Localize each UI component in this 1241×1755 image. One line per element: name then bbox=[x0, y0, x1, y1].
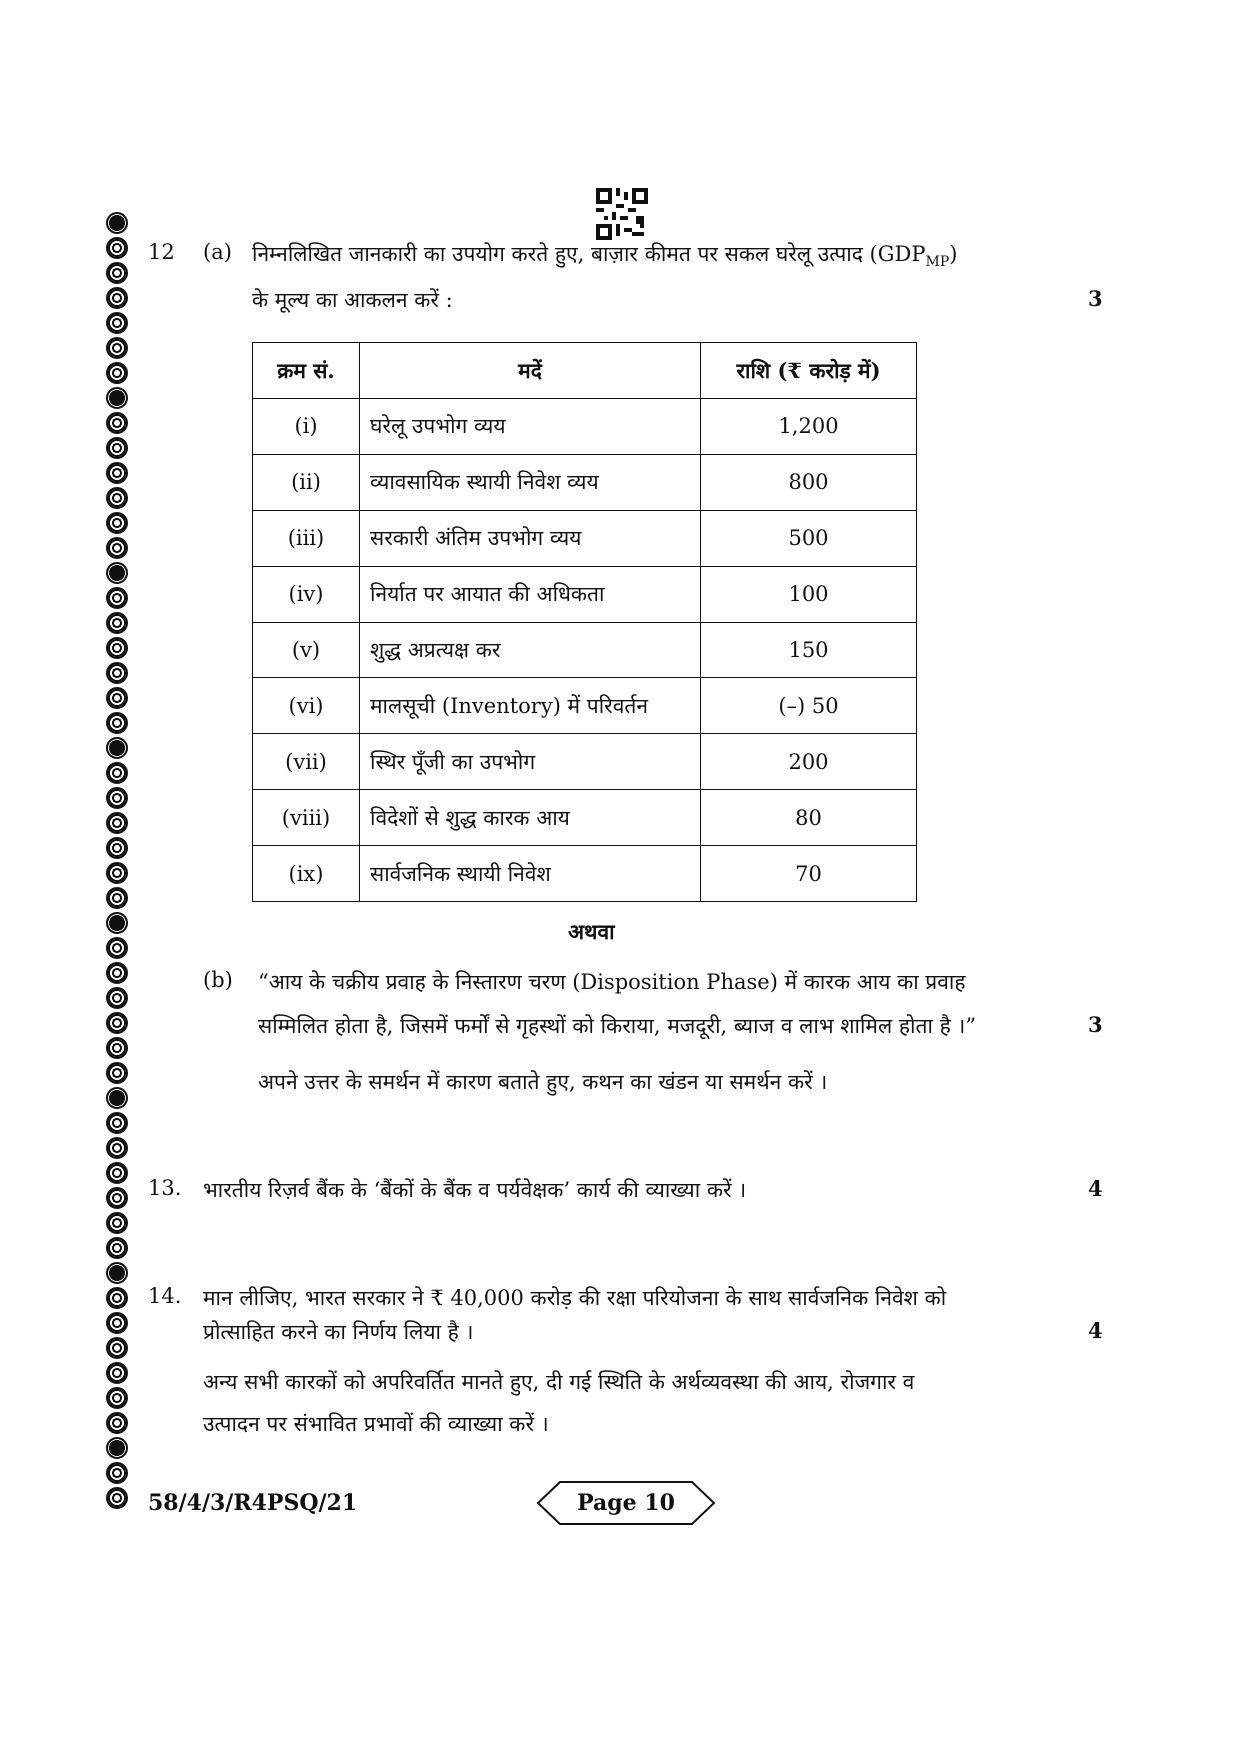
or-separator: अथवा bbox=[568, 919, 615, 944]
header-item: मदें bbox=[360, 343, 701, 399]
margin-ring-icon bbox=[106, 1137, 128, 1159]
margin-ring-icon bbox=[106, 1212, 128, 1234]
q12a-line1-end: ) bbox=[949, 242, 958, 266]
row-sno: (vi) bbox=[253, 678, 360, 734]
table-row bbox=[253, 399, 917, 455]
row-amount: 100 bbox=[701, 566, 917, 622]
row-sno: (iv) bbox=[253, 566, 360, 622]
table-row bbox=[253, 734, 917, 790]
margin-ring-icon bbox=[106, 1437, 128, 1459]
margin-ring-icon bbox=[106, 287, 128, 309]
gdp-items-table bbox=[252, 342, 917, 902]
table-row bbox=[253, 846, 917, 902]
margin-ring-icon bbox=[106, 637, 128, 659]
q14-line1: मान लीजिए, भारत सरकार ने ₹ 40,000 करोड़ की रक्षा परियोजना के साथ सार्वजनिक निवेश को bbox=[203, 1286, 947, 1310]
q14-line2: प्रोत्साहित करने का निर्णय लिया है । bbox=[203, 1320, 474, 1344]
margin-ring-icon bbox=[106, 1062, 128, 1084]
margin-ring-icon bbox=[106, 587, 128, 609]
row-amount: 1,200 bbox=[701, 399, 917, 455]
q12a-line1 bbox=[252, 240, 957, 270]
margin-ring-icon bbox=[106, 312, 128, 334]
q12a-line1-text: निम्नलिखित जानकारी का उपयोग करते हुए, बाज़ार कीमत पर सकल घरेलू उत्पाद (GDP bbox=[252, 242, 926, 266]
row-item: मालसूची (Inventory) में परिवर्तन bbox=[360, 678, 701, 734]
margin-ring-icon bbox=[106, 212, 128, 234]
margin-ring-icon bbox=[106, 812, 128, 834]
q13-marks: 4 bbox=[1088, 1176, 1103, 1201]
margin-ring-icon bbox=[106, 737, 128, 759]
margin-ring-icon bbox=[106, 1162, 128, 1184]
q13-text: भारतीय रिज़र्व बैंक के ‘बैंकों के बैंक व पर्यवेक्षक’ कार्य की व्याख्या करें । bbox=[203, 1178, 747, 1202]
margin-ring-strip bbox=[106, 212, 136, 1512]
part-b-label: (b) bbox=[203, 968, 233, 992]
row-sno: (i) bbox=[253, 399, 360, 455]
margin-ring-icon bbox=[106, 1412, 128, 1434]
margin-ring-icon bbox=[106, 987, 128, 1009]
page-number: Page 10 bbox=[577, 1490, 675, 1516]
margin-ring-icon bbox=[106, 962, 128, 984]
margin-ring-icon bbox=[106, 337, 128, 359]
margin-ring-icon bbox=[106, 1387, 128, 1409]
question-number-14: 14. bbox=[148, 1284, 182, 1308]
table-header-row bbox=[253, 343, 917, 399]
margin-ring-icon bbox=[106, 662, 128, 684]
header-amount: राशि (₹ करोड़ में) bbox=[701, 343, 917, 399]
margin-ring-icon bbox=[106, 387, 128, 409]
row-sno: (viii) bbox=[253, 790, 360, 846]
row-amount: 500 bbox=[701, 510, 917, 566]
margin-ring-icon bbox=[106, 687, 128, 709]
row-amount: 150 bbox=[701, 622, 917, 678]
q14-line4: उत्पादन पर संभावित प्रभावों की व्याख्या करें । bbox=[203, 1412, 549, 1436]
table-row bbox=[253, 566, 917, 622]
row-amount: 80 bbox=[701, 790, 917, 846]
row-amount: (–) 50 bbox=[701, 678, 917, 734]
row-amount: 200 bbox=[701, 734, 917, 790]
table-row bbox=[253, 622, 917, 678]
margin-ring-icon bbox=[106, 787, 128, 809]
margin-ring-icon bbox=[106, 1287, 128, 1309]
margin-ring-icon bbox=[106, 1187, 128, 1209]
row-sno: (ii) bbox=[253, 454, 360, 510]
row-item: शुद्ध अप्रत्यक्ष कर bbox=[360, 622, 701, 678]
margin-ring-icon bbox=[106, 262, 128, 284]
margin-ring-icon bbox=[106, 912, 128, 934]
header-sno: क्रम सं. bbox=[253, 343, 360, 399]
row-sno: (v) bbox=[253, 622, 360, 678]
margin-ring-icon bbox=[106, 612, 128, 634]
margin-ring-icon bbox=[106, 1337, 128, 1359]
margin-ring-icon bbox=[106, 487, 128, 509]
margin-ring-icon bbox=[106, 887, 128, 909]
q14-marks: 4 bbox=[1088, 1318, 1103, 1343]
row-item: स्थिर पूँजी का उपभोग bbox=[360, 734, 701, 790]
row-sno: (ix) bbox=[253, 846, 360, 902]
margin-ring-icon bbox=[106, 237, 128, 259]
margin-ring-icon bbox=[106, 1237, 128, 1259]
margin-ring-icon bbox=[106, 537, 128, 559]
margin-ring-icon bbox=[106, 412, 128, 434]
margin-ring-icon bbox=[106, 1487, 128, 1509]
margin-ring-icon bbox=[106, 1087, 128, 1109]
table-row bbox=[253, 790, 917, 846]
question-number-12: 12 bbox=[148, 240, 175, 264]
q14-line3: अन्य सभी कारकों को अपरिवर्तित मानते हुए, दी गई स्थिति के अर्थव्यवस्था की आय, रोजगार व bbox=[203, 1370, 915, 1394]
gdp-subscript: MP bbox=[925, 254, 950, 271]
row-sno: (vii) bbox=[253, 734, 360, 790]
margin-ring-icon bbox=[106, 512, 128, 534]
table-row bbox=[253, 510, 917, 566]
margin-ring-icon bbox=[106, 1362, 128, 1384]
q12b-line3: अपने उत्तर के समर्थन में कारण बताते हुए, कथन का खंडन या समर्थन करें । bbox=[258, 1070, 828, 1094]
row-sno: (iii) bbox=[253, 510, 360, 566]
paper-code: 58/4/3/R4PSQ/21 bbox=[148, 1490, 358, 1516]
q12b-line2: सम्मिलित होता है, जिसमें फर्मों से गृहस्थों को किराया, मजदूरी, ब्याज व लाभ शामिल होता है ।” bbox=[258, 1014, 977, 1038]
margin-ring-icon bbox=[106, 1262, 128, 1284]
row-item: व्यावसायिक स्थायी निवेश व्यय bbox=[360, 454, 701, 510]
table-row bbox=[253, 454, 917, 510]
row-item: सार्वजनिक स्थायी निवेश bbox=[360, 846, 701, 902]
margin-ring-icon bbox=[106, 712, 128, 734]
row-item: निर्यात पर आयात की अधिकता bbox=[360, 566, 701, 622]
margin-ring-icon bbox=[106, 762, 128, 784]
q12a-line2: के मूल्य का आकलन करें : bbox=[252, 288, 453, 312]
table-row bbox=[253, 678, 917, 734]
margin-ring-icon bbox=[106, 837, 128, 859]
q12b-line1: “आय के चक्रीय प्रवाह के निस्तारण चरण (Disposition Phase) में कारक आय का प्रवाह bbox=[258, 970, 966, 994]
qr-code-icon bbox=[596, 188, 648, 240]
margin-ring-icon bbox=[106, 1112, 128, 1134]
row-item: सरकारी अंतिम उपभोग व्यय bbox=[360, 510, 701, 566]
margin-ring-icon bbox=[106, 562, 128, 584]
part-a-label: (a) bbox=[203, 240, 232, 264]
margin-ring-icon bbox=[106, 1462, 128, 1484]
margin-ring-icon bbox=[106, 362, 128, 384]
margin-ring-icon bbox=[106, 437, 128, 459]
q12b-marks: 3 bbox=[1088, 1012, 1103, 1037]
margin-ring-icon bbox=[106, 1312, 128, 1334]
q12a-marks: 3 bbox=[1088, 286, 1103, 311]
margin-ring-icon bbox=[106, 862, 128, 884]
row-item: घरेलू उपभोग व्यय bbox=[360, 399, 701, 455]
margin-ring-icon bbox=[106, 937, 128, 959]
question-number-13: 13. bbox=[148, 1176, 182, 1200]
row-item: विदेशों से शुद्ध कारक आय bbox=[360, 790, 701, 846]
row-amount: 70 bbox=[701, 846, 917, 902]
margin-ring-icon bbox=[106, 1037, 128, 1059]
row-amount: 800 bbox=[701, 454, 917, 510]
margin-ring-icon bbox=[106, 1012, 128, 1034]
margin-ring-icon bbox=[106, 462, 128, 484]
